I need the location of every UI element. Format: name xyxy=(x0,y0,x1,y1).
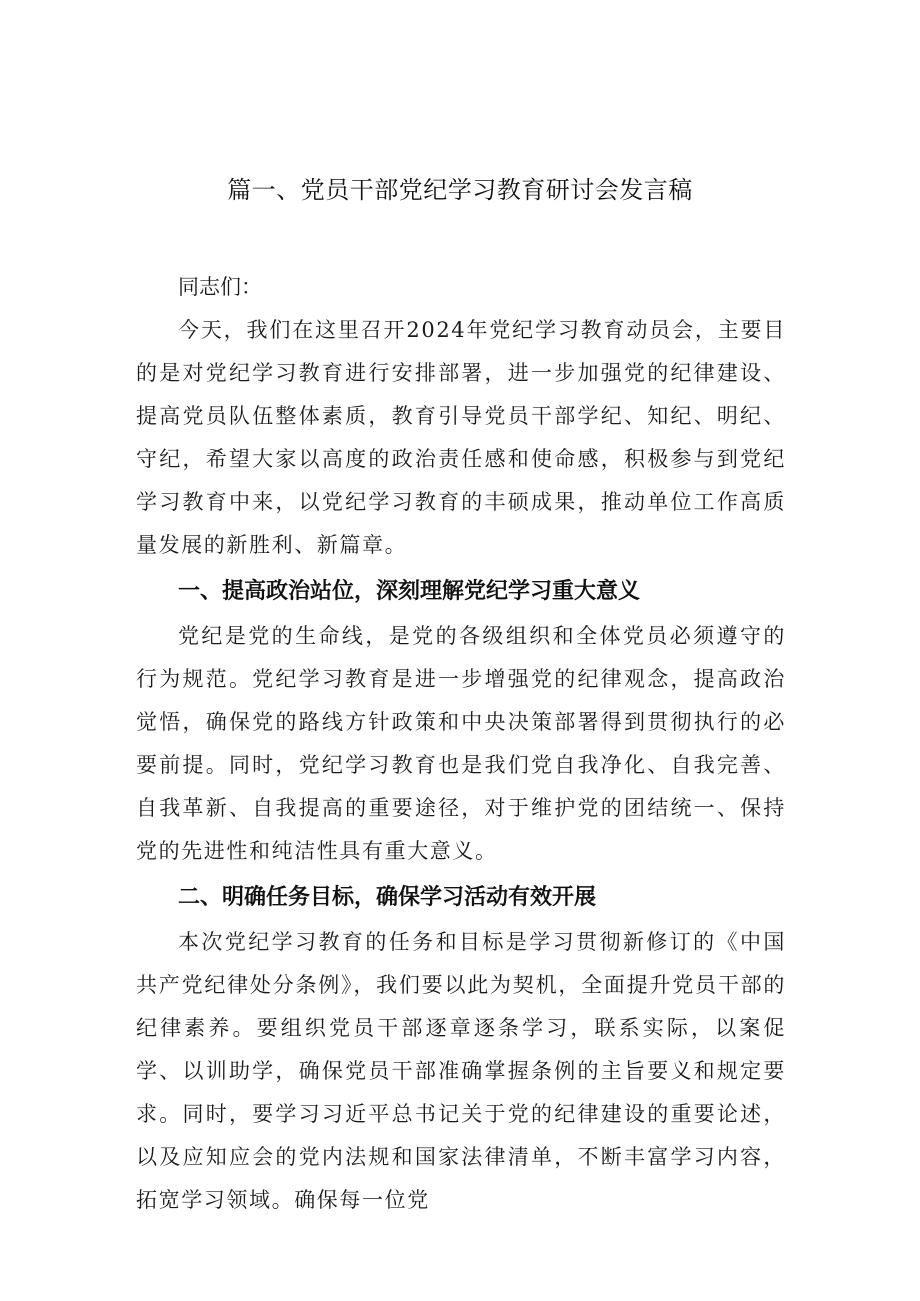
section-2-paragraph: 本次党纪学习教育的任务和目标是学习贯彻新修订的《中国共产党纪律处分条例》，我们要以此为契机，全面提升党员干部的纪律素养。要组织党员干部逐章逐条学习，联系实际，以案促学、以训助学，确保党员干部准确掌握条例的主旨要义和规定要求。同时，要学习习近平总书记关于党的纪律建设的重要论述，以及应知应会的党内法规和国家法律清单，不断丰富学习内容，拓宽学习领域。确保每一位党 xyxy=(136,930,786,1212)
document-body xyxy=(136,266,786,1222)
section-1-paragraph: 党纪是党的生命线，是党的各级组织和全体党员必须遵守的行为规范。党纪学习教育是进一步增强党的纪律观念，提高政治觉悟，确保党的路线方针政策和中央决策部署得到贯彻执行的必要前提。同时，党纪学习教育也是我们党自我净化、自我完善、自我革新、自我提高的重要途径，对于维护党的团结统一、保持党的先进性和纯洁性具有重大意义。 xyxy=(136,624,786,863)
greeting: 同志们： xyxy=(178,275,262,299)
section-1-heading: 一、提高政治站位，深刻理解党纪学习重大意义 xyxy=(178,579,641,604)
section-2-heading: 二、明确任务目标，确保学习活动有效开展 xyxy=(178,885,597,910)
document-title: 篇一、党员干部党纪学习教育研讨会发言稿 xyxy=(227,176,693,204)
intro-paragraph: 今天，我们在这里召开2024年党纪学习教育动员会，主要目的是对党纪学习教育进行安排部署，进一步加强党的纪律建设、提高党员队伍整体素质，教育引导党员干部学纪、知纪、明纪、守纪，希望大家以高度的政治责任感和使命感，积极参与到党纪学习教育中来，以党纪学习教育的丰硕成果，推动单位工作高质量发展的新胜利、新篇章。 xyxy=(136,318,786,557)
